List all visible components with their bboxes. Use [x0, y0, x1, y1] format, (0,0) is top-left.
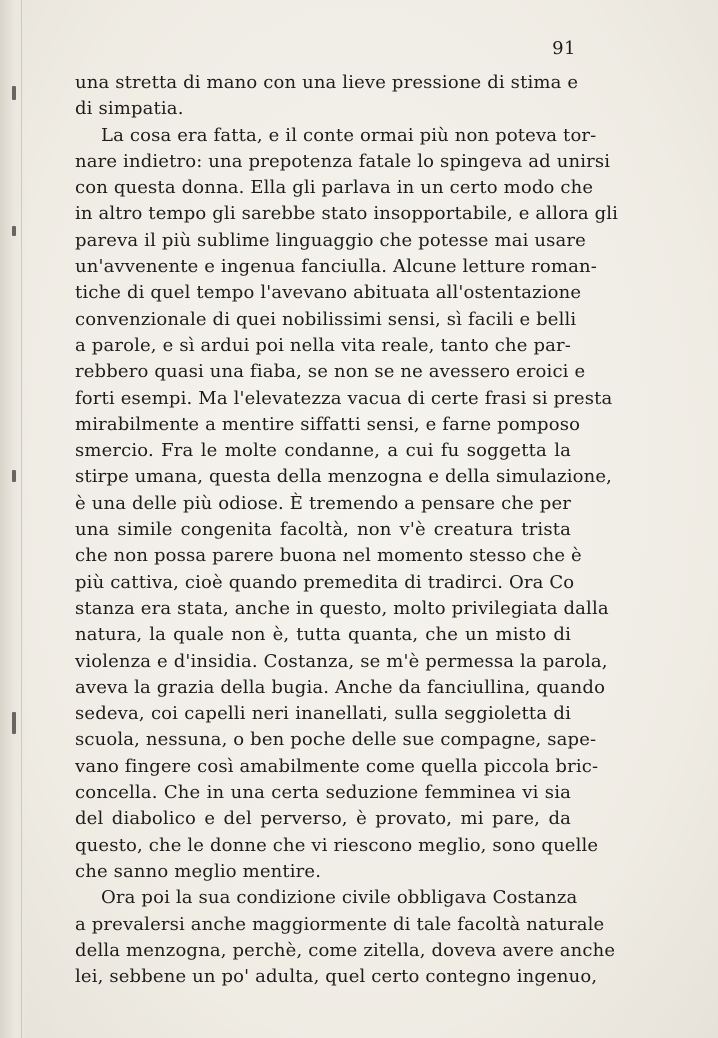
text-line: a prevalersi anche maggiormente di tale facoltà naturale — [75, 913, 605, 935]
text-line: convenzionale di quei nobilissimi sensi, sì facili e belli — [75, 308, 577, 330]
text-line: è una delle più odiose. È tremendo a pensare che per — [75, 492, 571, 514]
text-line: a parole, e sì ardui poi nella vita reale, tanto che par- — [75, 334, 571, 356]
gutter-mark — [12, 712, 16, 734]
page-gutter — [0, 0, 28, 1038]
gutter-mark — [12, 86, 16, 100]
text-line: natura, la quale non è, tutta quanta, che un misto di — [75, 624, 571, 646]
text-line: Ora poi la sua condizione civile obbligava Costanza — [101, 887, 578, 909]
text-line: vano fingere così amabilmente come quella piccola bric- — [75, 755, 599, 777]
text-line: violenza e d'insidia. Costanza, se m'è permessa la parola, — [75, 650, 608, 672]
text-line: smercio. Fra le molte condanne, a cui fu soggetta la — [75, 440, 571, 462]
text-line: una stretta di mano con una lieve pressione di stima e — [75, 72, 579, 93]
text-line: rebbero quasi una fiaba, se non se ne avessero eroici e — [75, 361, 586, 383]
text-line: stirpe umana, questa della menzogna e della simulazione, — [75, 466, 613, 488]
text-line: della menzogna, perchè, come zitella, doveva avere anche — [75, 939, 616, 961]
text-line: forti esempi. Ma l'elevatezza vacua di certe frasi si presta — [75, 387, 613, 409]
text-line: concella. Che in una certa seduzione femminea vi sia — [75, 782, 571, 804]
text-line: questo, che le donne che vi riescono meglio, sono quelle — [75, 834, 599, 856]
gutter-line — [21, 0, 22, 1038]
gutter-mark — [12, 226, 16, 236]
text-line: che sanno meglio mentire. — [75, 860, 322, 882]
page-number: 91 — [552, 38, 576, 59]
text-line: scuola, nessuna, o ben poche delle sue compagne, sape- — [75, 729, 597, 751]
text-line: più cattiva, cioè quando premedita di tradirci. Ora Co — [75, 571, 575, 593]
body-text — [75, 70, 619, 990]
text-line: mirabilmente a mentire siffatti sensi, e farne pomposo — [75, 413, 581, 435]
text-line: che non possa parere buona nel momento stesso che è — [75, 545, 582, 567]
text-line: aveva la grazia della bugia. Anche da fanciullina, quando — [75, 676, 606, 698]
text-line: un'avvenente e ingenua fanciulla. Alcune letture roman- — [75, 256, 597, 278]
text-line: nare indietro: una prepotenza fatale lo spingeva ad unirsi — [75, 150, 611, 172]
text-line: del diabolico e del perverso, è provato, mi pare, da — [75, 808, 571, 830]
text-line: sedeva, coi capelli neri inanellati, sulla seggioletta di — [75, 703, 571, 725]
text-line: pareva il più sublime linguaggio che potesse mai usare — [75, 229, 586, 251]
text-line: stanza era stata, anche in questo, molto privilegiata dalla — [75, 597, 609, 619]
text-line: La cosa era fatta, e il conte ormai più non poteva tor- — [101, 124, 597, 146]
text-line: tiche di quel tempo l'avevano abituata all'ostentazione — [75, 282, 582, 304]
text-line: una simile congenita facoltà, non v'è creatura trista — [75, 519, 571, 541]
gutter-mark — [12, 470, 16, 482]
text-line: di simpatia. — [75, 98, 184, 120]
text-line: lei, sebbene un po' adulta, quel certo contegno ingenuo, — [75, 966, 598, 988]
text-line: in altro tempo gli sarebbe stato insopportabile, e allora gli — [75, 203, 619, 225]
text-line: con questa donna. Ella gli parlava in un certo modo che — [75, 177, 594, 199]
